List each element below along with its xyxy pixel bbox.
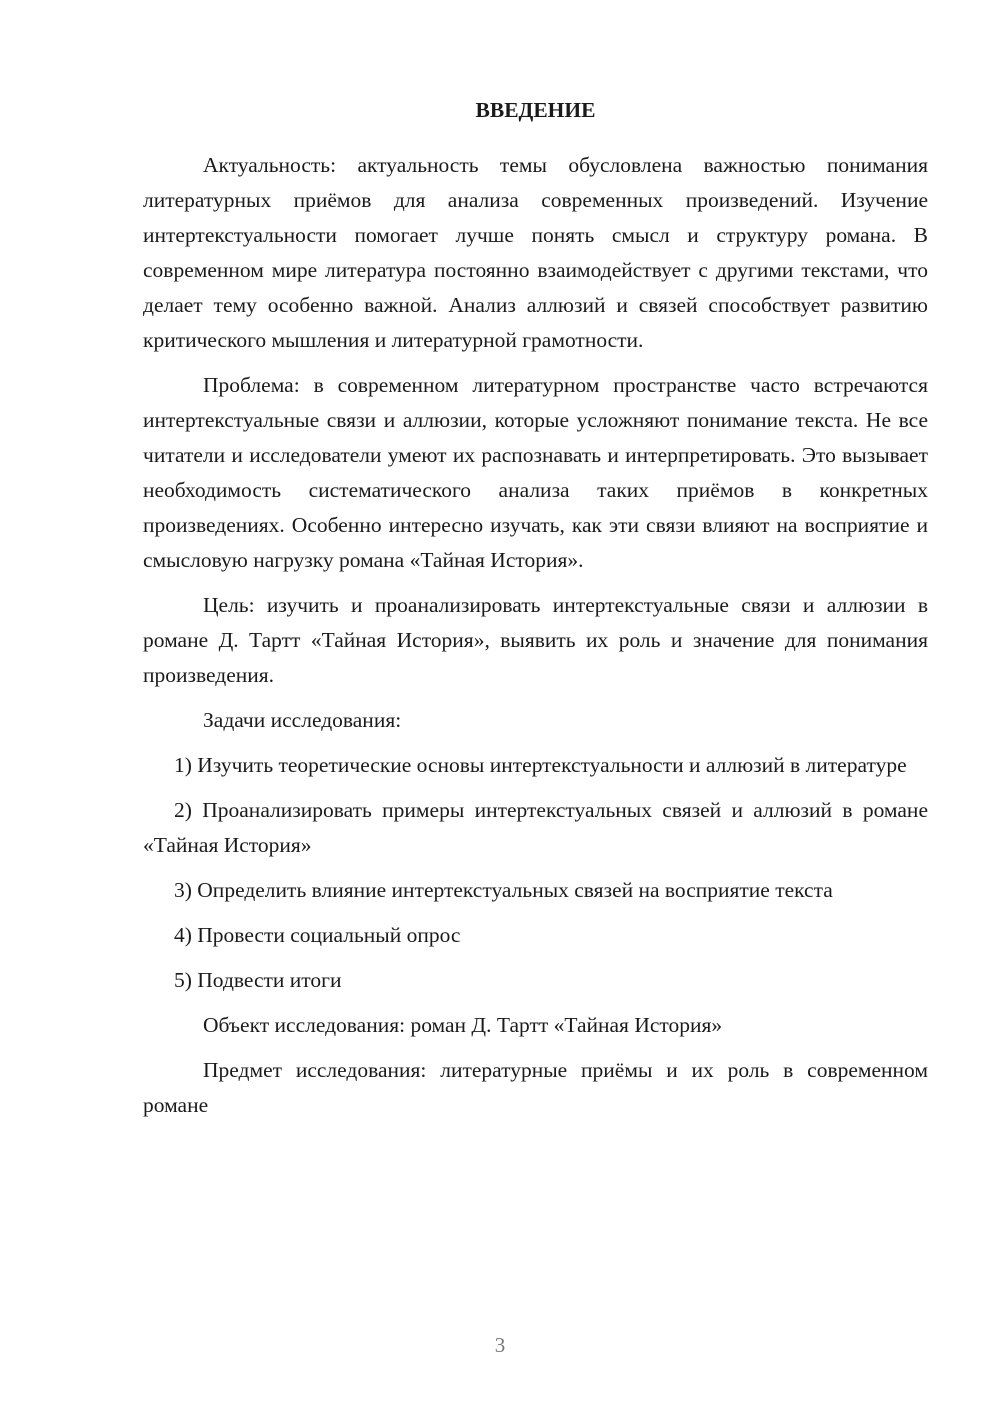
list-item: 2) Проанализировать примеры интертекстуальных связей и аллюзий в романе «Тайная История»	[143, 798, 928, 857]
page-number: 3	[494, 1333, 506, 1357]
paragraph-relevance: Актуальность: актуальность темы обусловлена важностью понимания литературных приёмов для анализа современных произведений. Изучение интертекстуальности помогает лучше понять смысл и структуру романа. В современном мире литература постоянно взаимодействует с другими текстами, что делает тему особенно важной. Анализ аллюзий и связей способствует развитию критического мышления и литературной грамотности.	[143, 153, 928, 352]
document-page	[143, 92, 928, 1133]
list-item: 1) Изучить теоретические основы интертекстуальности и аллюзий в литературе	[174, 753, 907, 777]
list-item: 3) Определить влияние интертекстуальных связей на восприятие текста	[174, 878, 833, 902]
paragraph-object: Объект исследования: роман Д. Тартт «Тайная История»	[203, 1013, 723, 1037]
paragraph-subject: Предмет исследования: литературные приёмы и их роль в современном романе	[143, 1058, 928, 1117]
tasks-list	[143, 748, 928, 998]
page-title: ВВЕДЕНИЕ	[475, 98, 596, 122]
tasks-title: Задачи исследования:	[203, 708, 402, 732]
paragraph-goal: Цель: изучить и проанализировать интертекстуальные связи и аллюзии в романе Д. Тартт «Тайная История», выявить их роль и значение для понимания произведения.	[143, 593, 928, 687]
list-item: 5) Подвести итоги	[174, 968, 342, 992]
paragraph-problem: Проблема: в современном литературном пространстве часто встречаются интертекстуальные связи и аллюзии, которые усложняют понимание текста. Не все читатели и исследователи умеют их распознавать и интерпретировать. Это вызывает необходимость систематического анализа таких приёмов в конкретных произведениях. Особенно интересно изучать, как эти связи влияют на восприятие и смысловую нагрузку романа «Тайная История».	[143, 373, 928, 572]
list-item: 4) Провести социальный опрос	[174, 923, 461, 947]
